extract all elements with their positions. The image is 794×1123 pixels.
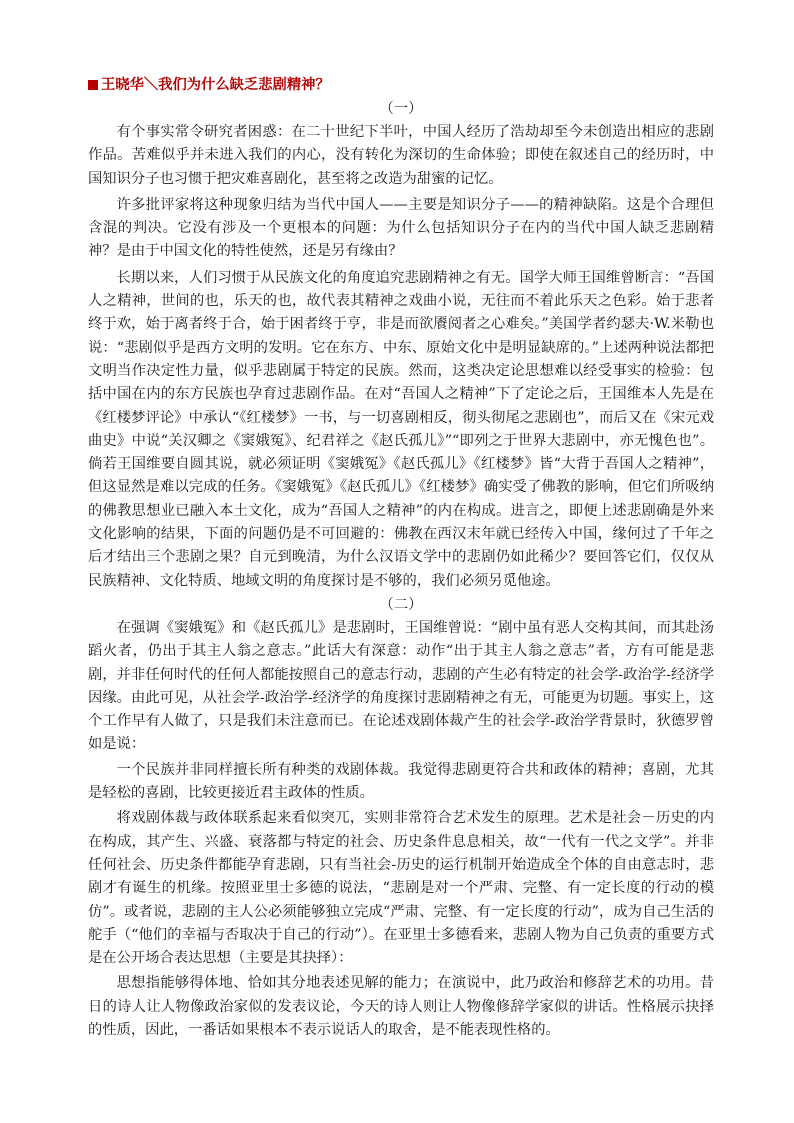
red-square-icon	[88, 80, 98, 90]
document-page	[88, 74, 714, 1044]
block-quote: 思想指能够得体地、恰如其分地表述见解的能力；在演说中，此乃政治和修辞艺术的功用。昔日的诗人让人物像政治家似的发表议论，今天的诗人则让人物像修辞学家似的讲话。性格展示抉择的性质，因此，一番话如果根本不表示说话人的取舍，是不能表现性格的。	[88, 975, 714, 1038]
paragraph: 许多批评家将这种现象归结为当代中国人——主要是知识分子——的精神缺陷。这是个合理但含混的判决。它没有涉及一个更根本的问题：为什么包括知识分子在内的当代中国人缺乏悲剧精神？是由于中国文化的特性使然，还是另有缘由？	[88, 196, 714, 260]
article-title-text: 王晓华＼我们为什么缺乏悲剧精神？	[101, 77, 330, 93]
block-quote: 一个民族并非同样擅长所有种类的戏剧体裁。我觉得悲剧更符合共和政体的精神；喜剧，尤其是轻松的喜剧，比较更接近君主政体的性质。	[88, 761, 714, 802]
paragraph: 在强调《窦娥冤》和《赵氏孤儿》是悲剧时，王国维曾说：“剧中虽有恶人交构其间，而其赴汤蹈火者，仍出于其主人翁之意志。”此话大有深意：动作“出于其主人翁之意志”者，方有可能是悲剧，并非任何时代的任何人都能按照自己的意志行动，悲剧的产生必有特定的社会学-政治学-经济学因缘。由此可见，从社会学-政治学-经济学的角度探讨悲剧精神之有无，可能更为切题。事实上，这个工作早有人做了，只是我们未注意而已。在论述戏剧体裁产生的社会学-政治学背景时，狄德罗曾如是说：	[88, 619, 714, 753]
paragraph: 将戏剧体裁与政体联系起来看似突兀，实则非常符合艺术发生的原理。艺术是社会－历史的内在构成，其产生、兴盛、衰落都与特定的社会、历史条件息息相关，故“一代有一代之文学”。并非任何社会、历史条件都能孕育悲剧，只有当社会-历史的运行机制开始造成全个体的自由意志时，悲剧才有诞生的机缘。按照亚里士多德的说法，“悲剧是对一个严肃、完整、有一定长度的行动的模仿”。或者说，悲剧的主人公必须能够独立完成“严肃、完整、有一定长度的行动”，成为自己生活的舵手（“他们的幸福与否取决于自己的行动”）。在亚里士多德看来，悲剧人物为自己负责的重要方式是在公开场合表达思想（主要是其抉择）：	[88, 810, 714, 967]
paragraph: 有个事实常令研究者困惑：在二十世纪下半叶，中国人经历了浩劫却至今未创造出相应的悲剧作品。苦难似乎并未进入我们的内心，没有转化为深切的生命体验；即使在叙述自己的经历时，中国知识分子也习惯于把灾难喜剧化，甚至将之改造为甜蜜的记忆。	[88, 124, 714, 187]
section-heading-2: （二）	[379, 596, 423, 613]
paragraph: 长期以来，人们习惯于从民族文化的角度追究悲剧精神之有无。国学大师王国维曾断言：“吾国人之精神，世间的也，乐天的也，故代表其精神之戏曲小说，无往而不着此乐天之色彩。始于悲者终于欢，始于离者终于合，始于困者终于亨，非是而欲餍阅者之心难矣。”美国学者约瑟夫·W.米勒也说：“悲剧似乎是西方文明的发明。它在东方、中东、原始文化中是明显缺席的。”上述两种说法都把文明当作决定性力量，似乎悲剧属于特定的民族。然而，这类决定论思想难以经受事实的检验：包括中国在内的东方民族也孕育过悲剧作品。在对“吾国人之精神”下了定论之后，王国维本人先是在《红楼梦评论》中承认“《红楼梦》一书，与一切喜剧相反，彻头彻尾之悲剧也”，而后又在《宋元戏曲史》中说“关汉卿之《窦娥冤》、纪君祥之《赵氏孤儿》”“即列之于世界大悲剧中，亦无愧色也”。倘若王国维要自圆其说，就必须证明《窦娥冤》《赵氏孤儿》《红楼梦》皆“大背于吾国人之精神”，但这显然是难以完成的任务。《窦娥冤》《赵氏孤儿》《红楼梦》确实受了佛教的影响，但它们所吸纳的佛教思想业已融入本土文化，成为“吾国人之精神”的内在构成。进言之，即便上述悲剧确是外来文化影响的结果，下面的问题仍是不可回避的：佛教在西汉末年就已经传入中国，缘何过了千年之后才结出三个悲剧之果？自元到晚清，为什么汉语文学中的悲剧仍如此稀少？要回答它们，仅仅从民族精神、文化特质、地域文明的角度探讨是不够的，我们必须另觅他途。	[88, 269, 714, 589]
article-title	[88, 74, 714, 97]
section-heading-1: （一）	[379, 101, 423, 117]
